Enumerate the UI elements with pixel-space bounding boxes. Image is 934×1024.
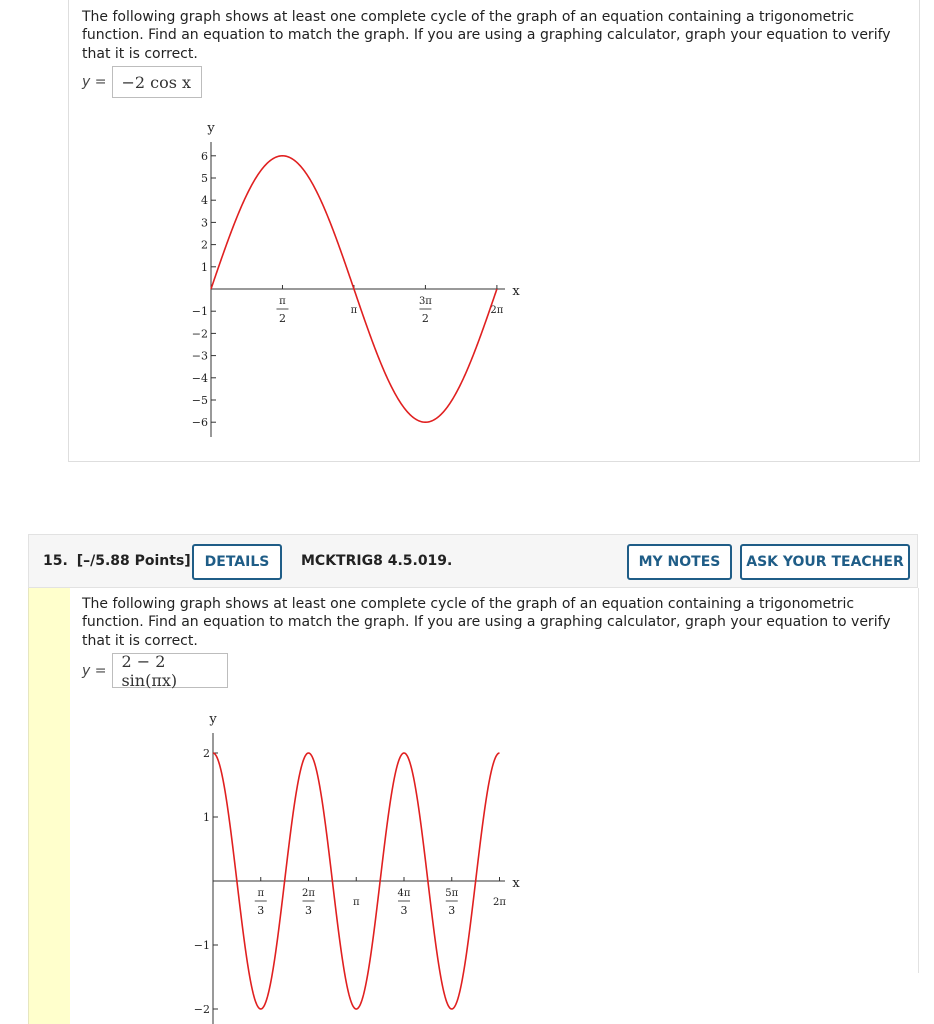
x-tick-label-denominator: 2 — [421, 312, 429, 325]
x-tick-label: π — [352, 897, 360, 908]
x-axis-label: x — [512, 284, 520, 299]
y-tick-label: −5 — [191, 394, 208, 407]
x-tick-label: π — [350, 305, 358, 316]
question-14-graph — [0, 0, 934, 461]
x-tick-label-denominator: 3 — [305, 904, 313, 917]
question-points: [–/5.88 Points] — [76, 553, 191, 569]
x-tick-label-numerator: 5π — [445, 888, 459, 899]
answer-label: y = — [82, 74, 107, 90]
x-axis-label: x — [512, 876, 520, 891]
question-15-number-points — [43, 553, 191, 569]
y-tick-label: 4 — [201, 194, 208, 208]
x-tick-label-numerator: 2π — [302, 888, 315, 899]
details-button[interactable]: DETAILS — [192, 544, 282, 580]
y-tick-label: −2 — [193, 1003, 210, 1016]
y-tick-label: 6 — [201, 149, 208, 163]
x-tick-label: 2π — [490, 305, 504, 316]
y-tick-label: 1 — [203, 811, 210, 824]
my-notes-button[interactable]: MY NOTES — [627, 544, 732, 580]
y-axis-label: y — [209, 712, 217, 727]
answer-label: y = — [82, 662, 107, 679]
x-tick-label-denominator: 3 — [257, 904, 265, 917]
y-tick-label: 2 — [203, 747, 210, 760]
x-tick-label-numerator: 4π — [397, 888, 411, 899]
x-tick-label: 2π — [493, 897, 506, 908]
y-tick-label: 1 — [201, 260, 208, 274]
x-tick-label-denominator: 3 — [448, 904, 456, 917]
y-tick-label: −1 — [191, 305, 208, 319]
x-tick-label-numerator: π — [257, 888, 265, 899]
y-tick-label: −2 — [191, 327, 208, 341]
y-tick-label: −1 — [193, 939, 210, 952]
y-tick-label: −3 — [191, 349, 208, 363]
question-14-prompt: The following graph shows at least one complete cycle of the graph of an equation containing a trigonometric function. Find an equation to match the graph. If you are using a graphing calculator, graph your equation to verify that it is correct. — [82, 9, 891, 62]
ask-your-teacher-button[interactable]: ASK YOUR TEACHER — [740, 544, 910, 580]
question-15-graph — [0, 700, 934, 1024]
question-number: 15. — [43, 553, 68, 569]
y-tick-label: 5 — [201, 172, 208, 185]
x-tick-label-numerator: 3π — [418, 296, 432, 307]
y-tick-label: 3 — [201, 216, 208, 230]
y-tick-label: −4 — [191, 371, 208, 385]
y-tick-label: −6 — [191, 416, 208, 430]
x-tick-label-denominator: 3 — [400, 904, 408, 917]
x-tick-label-denominator: 2 — [278, 312, 286, 325]
x-tick-label-numerator: π — [279, 296, 286, 307]
question-15-answer-field[interactable]: 2 − 2 sin(πx) — [112, 653, 228, 688]
question-14-answer-field[interactable]: −2 cos x — [112, 66, 202, 98]
question-15-prompt: The following graph shows at least one complete cycle of the graph of an equation containing a trigonometric function. Find an equation to match the graph. If you are using a graphing calculator, graph your equation to verify that it is correct. — [82, 596, 891, 649]
y-tick-label: 2 — [201, 238, 208, 252]
question-15-header — [28, 534, 918, 588]
y-axis-label: y — [207, 121, 215, 136]
question-15-answer-row — [82, 653, 228, 688]
question-reference: MCKTRIG8 4.5.019. — [301, 553, 453, 569]
